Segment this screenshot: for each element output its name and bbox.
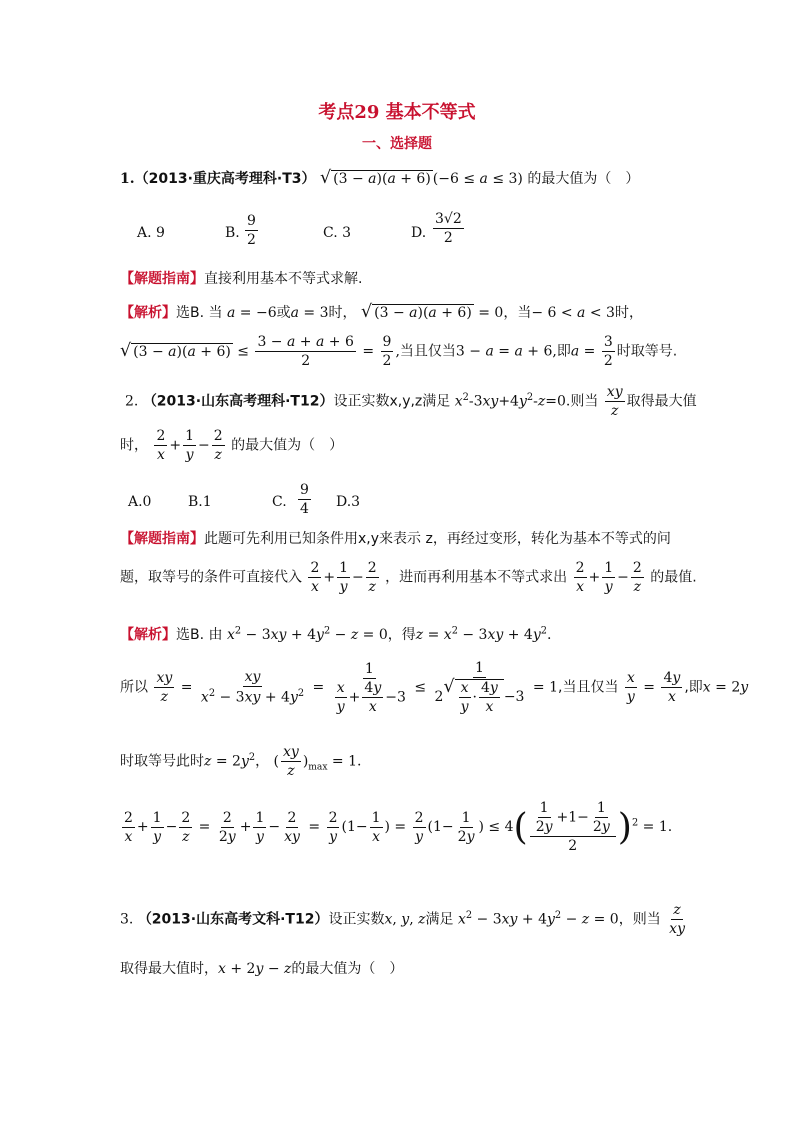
q2-option-b: B.1 <box>188 494 212 510</box>
q2-solution-line1: 【解析】选B. 由 $x^2 - 3xy + 4y^2 - z = 0$，得$z = x^2 - 3xy + 4y^2$. <box>120 625 552 643</box>
q1-source: （2013·重庆高考理科·T3） <box>134 171 316 187</box>
q1-solution-line2: √ (3 − a)(a + 6) ≤ $\frac{3 - a + a + 6}{2}$ = $\frac{9}{2}$ ,当且仅当3 − a = a + 6,即a = $\frac{3}{2}$ 时取等号. <box>120 334 678 370</box>
q1-option-c: C. 3 <box>323 225 352 241</box>
q2-option-a: A.0 <box>128 494 152 510</box>
q3-stem-line1: 3. （2013·山东高考文科·T12）设正实数x, y, z满足 $x^2 - 3xy + 4y^2 - z = 0$，则当 $\frac{z}{xy}$ <box>120 902 685 938</box>
q1-guide: 【解题指南】直接利用基本不等式求解. <box>120 271 363 287</box>
q1-solution-line1: 【解析】选B. 当 a = −6或a = 3时， √ (3 − a)(a + 6) = 0，当− 6 < a < 3时， <box>120 302 643 323</box>
q1-option-a: A. 9 <box>137 225 165 241</box>
q3-stem-line2: 取得最大值时，x + 2y − z的最大值为（ ） <box>120 961 404 977</box>
q2-stem-line1: 2. （2013·山东高考理科·T12）设正实数x,y,z满足 $x^2-3xy+4y^2-z=0$.则当 $\frac{xy}{z}$ 取得最大值 <box>125 384 697 420</box>
q2-solution-line2: 所以 $\frac{xy}{z}$ = $\frac{xy}{x^2 - 3xy + 4y^2}$ = 1 $\frac{x}{y}$ + $\frac{4y}{x}$ −3 ≤ 1 2 √ $\frac{x}{y}$ · $\frac{4y}{x}$ −3 = 1,当且仅当 $\frac{x}{y}$ = $\frac{4y}{x}$ ,即x = 2y <box>120 660 749 716</box>
q1-option-d: D. <box>411 225 427 241</box>
q2-solution-line3: 时取等号此时$z = 2y^2$， ( $\frac{xy}{z}$ )$_{max} = 1$. <box>120 744 362 780</box>
q3-source: （2013·山东高考文科·T12） <box>137 911 329 928</box>
q2-source: （2013·山东高考理科·T12） <box>142 393 334 410</box>
q2-option-d: D.3 <box>336 494 361 510</box>
page-title: 考点29 基本不等式 <box>318 102 476 123</box>
q2-option-c: C. <box>272 494 287 510</box>
q2-solution-line4: $\frac{2}{x}$ + $\frac{1}{y}$ − $\frac{2}{z}$ = $\frac{2}{2y}$ + $\frac{1}{y}$ − $\frac{2}{xy}$ = $\frac{2}{y}$ (1− $\frac{1}{x}$ ) = $\frac{2}{y}$ (1− $\frac{1}{2y}$ ) ≤ 4( $\frac{1}{2y}$ +1− $\frac{1}{2y}$ 2 )$^2$ = 1. <box>124 800 673 855</box>
q2-guide-line1: 【解题指南】此题可先利用已知条件用x,y来表示 z，再经过变形，转化为基本不等式的问 <box>120 531 671 547</box>
q1-option-b: B. <box>225 225 240 241</box>
q2-stem-line2: 时， $\frac{2}{x}$ + $\frac{1}{y}$ − $\frac{2}{z}$ 的最大值为（ ） <box>120 428 344 464</box>
q2-guide-line2: 题，取等号的条件可直接代入 $\frac{2}{x}$ + $\frac{1}{y}$ − $\frac{2}{z}$ ，进而再利用基本不等式求出 $\frac{2}{x}$ + $\frac{1}{y}$ − $\frac{2}{z}$ 的最值. <box>120 560 697 596</box>
section-heading: 一、选择题 <box>362 136 432 152</box>
q1-stem: 1.（2013·重庆高考理科·T3） √ (3 − a)(a + 6) (−6 ≤ a ≤ 3) 的最大值为（ ） <box>120 168 640 189</box>
